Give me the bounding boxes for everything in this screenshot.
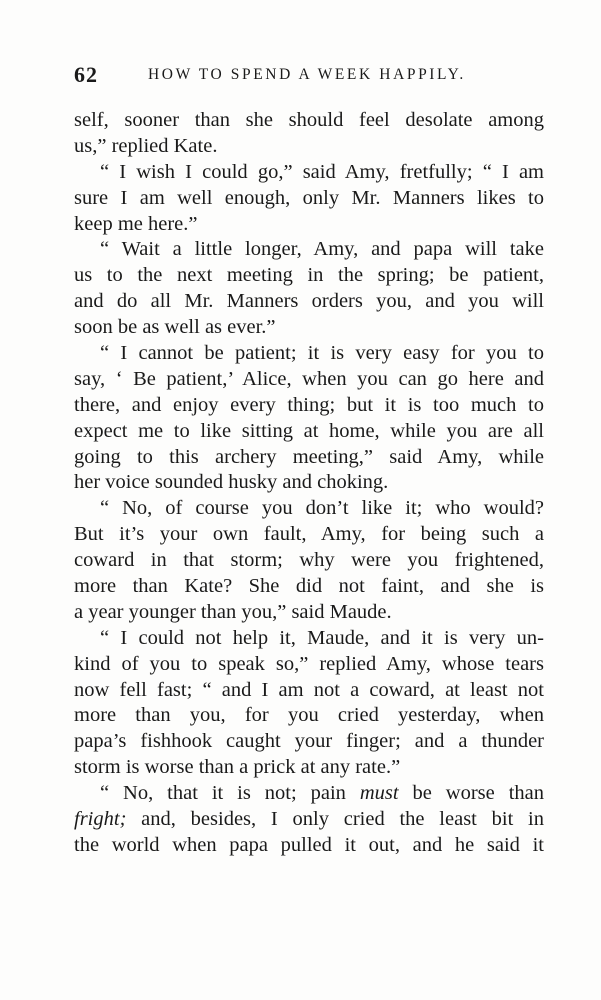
text-fragment: be worse than [398,782,544,805]
text-line: “ Wait a little longer, Amy, and papa will take [100,238,544,261]
text-line: a year younger than you,” said Maude. [74,600,392,623]
text-line [74,807,544,833]
text-line: now fell fast; “ and I am not a coward, at least not [74,678,544,701]
text-line: expect me to like sitting at home, while you are all [74,419,544,442]
text-line: “ I could not help it, Maude, and it is very un- [100,626,544,649]
text-line: “ I cannot be patient; it is very easy for you to [100,342,544,365]
text-line: keep me here.” [74,212,198,235]
text-line: going to this archery meeting,” said Amy, while [74,445,544,468]
text-line: the world when papa pulled it out, and he said it [74,833,544,856]
italic-text: must [359,782,399,805]
text-line: papa’s fishhook caught your finger; and a thunder [74,730,544,753]
page-header [74,62,548,90]
text-line: there, and enjoy every thing; but it is too much to [74,393,544,416]
italic-text: fright; [74,808,127,831]
text-line: and do all Mr. Manners orders you, and you will [74,290,544,313]
text-line: us to the next meeting in the spring; be patient, [74,264,544,287]
text-fragment: and, besides, I only cried the least bit in [126,808,544,831]
text-line: kind of you to speak so,” replied Amy, whose tears [74,652,544,675]
text-line: soon be as well as ever.” [74,316,276,339]
text-line [74,781,544,807]
body-text [74,108,544,859]
page-number: 62 [74,62,98,87]
text-line: storm is worse than a prick at any rate.” [74,756,401,779]
text-line: sure I am well enough, only Mr. Manners likes to [74,186,544,209]
text-line: But it’s your own fault, Amy, for being such a [74,523,544,546]
text-line: more than Kate? She did not faint, and she is [74,575,544,598]
text-line: “ No, of course you don’t like it; who would? [100,497,544,520]
text-line: coward in that storm; why were you frightened, [74,549,544,572]
text-line: self, sooner than she should feel desolate among [74,109,544,131]
text-line: “ I wish I could go,” said Amy, fretfully; “ I am [100,160,544,183]
text-line: more than you, for you cried yesterday, when [74,704,544,727]
text-line: her voice sounded husky and choking. [74,471,389,494]
text-line: say, ‘ Be patient,’ Alice, when you can go here and [74,367,544,390]
text-line: us,” replied Kate. [74,134,218,157]
running-head: HOW TO SPEND A WEEK HAPPILY. [148,66,466,83]
text-fragment: “ No, that it is not; pain [100,782,360,805]
